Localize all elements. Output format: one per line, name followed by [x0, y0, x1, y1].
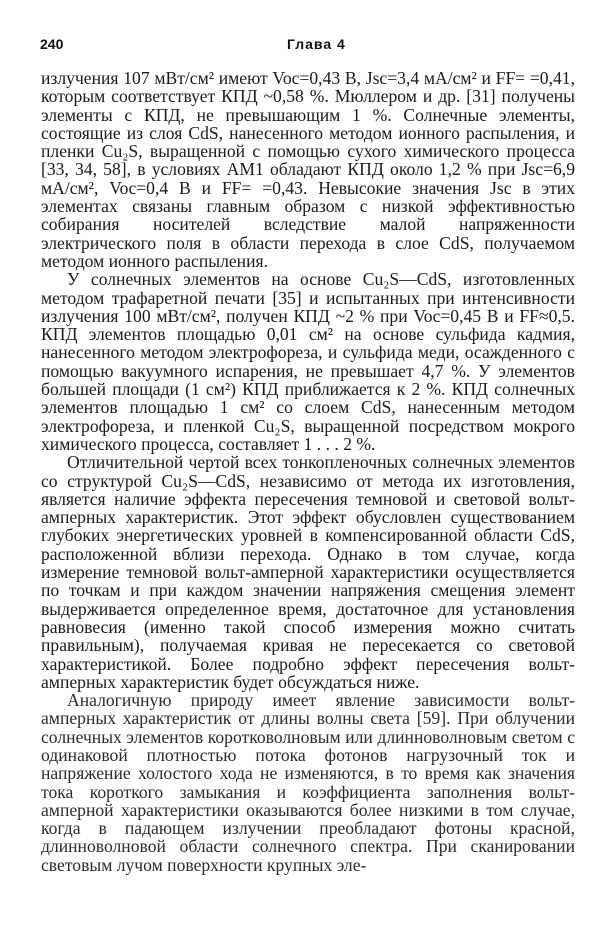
paragraph: Отличительной чертой всех тонкопленочных солнечных элементов со структурой Cu₂S—CdS, независимо от метода их изготовления, является наличие эффекта пересечения темновой и световой вольт-амперных характеристик. Этот эффект обусловлен существованием глубоких энергетических уровней в компенсированной области CdS, расположенной вблизи перехода. Однако в том случае, когда измерение темновой вольт-амперной характеристики осуществляется по точкам и при каждом значении напряжения смещения элемент выдерживается определенное время, достаточное для установления равновесия (именно такой способ измерения можно считать правильным), получаемая кривая не пересекается со световой характеристикой. Более подробно эффект пересечения вольт-амперных характеристик будет обсуждаться ниже.: [41, 452, 575, 692]
page-header: [40, 36, 574, 56]
paragraph-continued: излучения 107 мВт/см² имеют Voc=0,43 В, Jsc=3,4 мА/см² и FF= =0,41, которым соответствует КПД ~0,58 %. Мюллером и др. [31] получены элементы с КПД, не превышающим 1 %. Солнечные элементы, состоящие из слоя CdS, нанесенного методом ионного распыления, и пленки Cu₂S, выращенной с помощью сухого химического процесса [33, 34, 58], в условиях АМ1 обладают КПД около 1,2 % при Jsc=6,9 мА/см², Voc=0,4 В и FF= =0,43. Невысокие значения Jsc в этих элементах связаны главным образом с низкой эффективностью собирания носителей вследствие малой напряженности электрического поля в области перехода в слое CdS, получаемом методом ионного распыления.: [41, 68, 575, 271]
page-number: 240: [40, 36, 64, 52]
chapter-title: Глава 4: [287, 36, 346, 52]
body-text: [41, 69, 575, 874]
paragraph: У солнечных элементов на основе Cu₂S—CdS, изготовленных методом трафаретной печати [35] и испытанных при интенсивности излучения 100 мВт/см², получен КПД ~2 % при Voc=0,45 В и FF≈0,5. КПД элементов площадью 0,01 см² на основе сульфида кадмия, нанесенного методом электрофореза, и сульфида меди, осажденного с помощью вакуумного испарения, не превышает 4,7 %. У элементов большей площади (1 см²) КПД приближается к 2 %. КПД солнечных элементов площадью 1 см² со слоем CdS, нанесенным методом электрофореза, и пленкой Cu₂S, выращенной посредством мокрого химического процесса, составляет 1 . . . 2 %.: [41, 269, 575, 454]
paragraph: Аналогичную природу имеет явление зависимости вольт-амперных характеристик от длины волны света [59]. При облучении солнечных элементов коротковолновым или длинноволновым светом с одинаковой плотностью потока фотонов нагрузочный ток и напряжение холостого хода не изменяются, в то время как значения тока короткого замыкания и коэффициента заполнения вольт-амперной характеристики оказываются более низкими в том случае, когда в падающем излучении преобладают фотоны красной, длинноволновой области солнечного спектра. При сканировании световым лучом поверхности крупных эле-: [41, 690, 575, 875]
